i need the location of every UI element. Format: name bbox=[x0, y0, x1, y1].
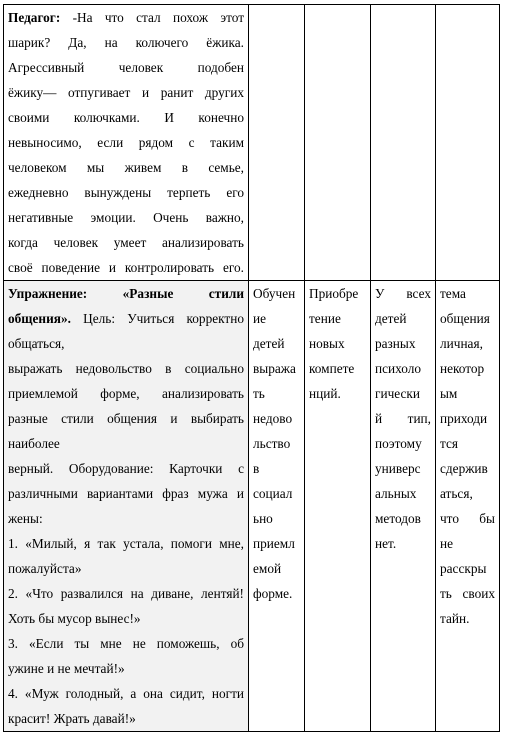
cell-line: поэтому bbox=[375, 436, 422, 451]
cell-line: Приобре bbox=[309, 286, 359, 301]
cell-line: альных bbox=[375, 486, 417, 501]
exercise-line: разные стили общения и выбирать bbox=[8, 411, 244, 426]
exercise-line: общаться, bbox=[8, 336, 65, 351]
cell-line: некотор bbox=[440, 361, 485, 376]
exercise-line: ужине и не мечтай!» bbox=[8, 661, 125, 676]
exercise-line: приемлемой форме, анализировать bbox=[8, 386, 244, 401]
cell-line: детей bbox=[253, 336, 285, 351]
cell-line: форме. bbox=[253, 586, 293, 601]
cell-line: что бы bbox=[440, 511, 495, 526]
cell-line: й тип, bbox=[375, 411, 431, 426]
exercise-line: 2. «Что развалился на диване, лентяй! bbox=[8, 586, 244, 601]
cell-line: методов bbox=[375, 511, 421, 526]
teacher-line: человеком мы живем в семье, bbox=[8, 160, 244, 175]
cell-line: нций. bbox=[309, 386, 341, 401]
cell-line: ие bbox=[253, 311, 267, 326]
exercise-line: красит! Жрать давай!» bbox=[8, 711, 136, 726]
exercise-label: Упражнение: bbox=[8, 286, 88, 301]
cell-line: сдержив bbox=[440, 461, 488, 476]
exercise-line: жены: bbox=[8, 511, 43, 526]
teacher-line: своими колючками. И конечно bbox=[8, 110, 244, 125]
cell-line: ть bbox=[253, 386, 265, 401]
cell-line: ым bbox=[440, 386, 458, 401]
exercise-line: 3. «Если ты мне не поможешь, об bbox=[8, 636, 244, 651]
cell-line: Обучен bbox=[253, 286, 296, 301]
teacher-line: шарик? Да, на колючего ёжика. bbox=[8, 35, 244, 50]
cell-line: нет. bbox=[375, 536, 397, 551]
learning-goal-cell bbox=[249, 281, 305, 732]
cell-line: не bbox=[440, 536, 454, 551]
exercise-line: верный. Оборудование: Карточки с bbox=[8, 461, 244, 476]
cell-line: социал bbox=[253, 486, 293, 501]
cell-line: компете bbox=[309, 361, 355, 376]
cell-line: недово bbox=[253, 411, 293, 426]
cell-line: в bbox=[253, 461, 260, 476]
cell-line: выража bbox=[253, 361, 296, 376]
cell-line: психоло bbox=[375, 361, 422, 376]
cell-line: личная, bbox=[440, 336, 483, 351]
privacy-cell bbox=[436, 281, 500, 732]
speaker-label: Педагог: bbox=[8, 10, 61, 25]
empty-cell bbox=[436, 5, 500, 281]
teacher-line-0: Педагог: -На что стал похож этот bbox=[8, 10, 245, 25]
table-row bbox=[4, 5, 500, 281]
competence-cell bbox=[305, 281, 371, 732]
exercise-line: 1. «Милый, я так устала, помоги мне, bbox=[8, 536, 244, 551]
empty-cell bbox=[305, 5, 371, 281]
lesson-table bbox=[3, 4, 500, 732]
teacher-line: своё поведение и контролировать его. bbox=[8, 260, 244, 275]
teacher-line: невыносимо, если рядом с таким bbox=[8, 135, 244, 150]
exercise-title: «Разные стили bbox=[122, 286, 244, 301]
cell-line: тся bbox=[440, 436, 458, 451]
cell-line: У всех bbox=[375, 286, 431, 301]
cell-line: тема bbox=[440, 286, 466, 301]
exercise-title-end: общения». bbox=[8, 311, 71, 326]
cell-line: гически bbox=[375, 386, 420, 401]
exercise-line: выражать недовольство в социально bbox=[8, 361, 244, 376]
teacher-line: ежедневно вынуждены терпеть его bbox=[8, 185, 244, 200]
exercise-goal-line: общения». Цель: Учиться корректно bbox=[8, 311, 244, 326]
exercise-line: различными вариантами фраз мужа и bbox=[8, 486, 244, 501]
empty-cell bbox=[249, 5, 305, 281]
cell-line: приходи bbox=[440, 411, 488, 426]
cell-line: емой bbox=[253, 561, 282, 576]
table-row bbox=[4, 281, 500, 732]
cell-line: разных bbox=[375, 336, 416, 351]
cell-line: ть своих bbox=[440, 586, 495, 601]
cell-line: ьно bbox=[253, 511, 273, 526]
teacher-line: негативные эмоции. Очень важно, bbox=[8, 210, 244, 225]
cell-line: аться, bbox=[440, 486, 473, 501]
cell-line: расскры bbox=[440, 561, 487, 576]
exercise-line: пожалуйста» bbox=[8, 561, 82, 576]
teacher-line: ёжику— отпугивает и ранит других bbox=[8, 85, 244, 100]
exercise-cell bbox=[4, 281, 249, 732]
exercise-title-line bbox=[8, 281, 244, 306]
exercise-line: Хоть бы мусор вынес!» bbox=[8, 611, 141, 626]
teacher-line: когда человек умеет анализировать bbox=[8, 235, 244, 250]
psychotype-cell bbox=[371, 281, 436, 732]
cell-line: тение bbox=[309, 311, 341, 326]
exercise-line: 4. «Муж голодный, а она сидит, ногти bbox=[8, 686, 244, 701]
cell-line: универс bbox=[375, 461, 421, 476]
cell-line: тайн. bbox=[440, 611, 470, 626]
cell-line: общения bbox=[440, 311, 490, 326]
cell-line: новых bbox=[309, 336, 345, 351]
cell-line: детей bbox=[375, 311, 407, 326]
teacher-speech-cell bbox=[4, 5, 249, 281]
cell-line: льство bbox=[253, 436, 291, 451]
cell-line: приемл bbox=[253, 536, 295, 551]
empty-cell bbox=[371, 5, 436, 281]
exercise-line: наиболее bbox=[8, 436, 60, 451]
teacher-line: Агрессивный человек подобен bbox=[8, 60, 244, 75]
